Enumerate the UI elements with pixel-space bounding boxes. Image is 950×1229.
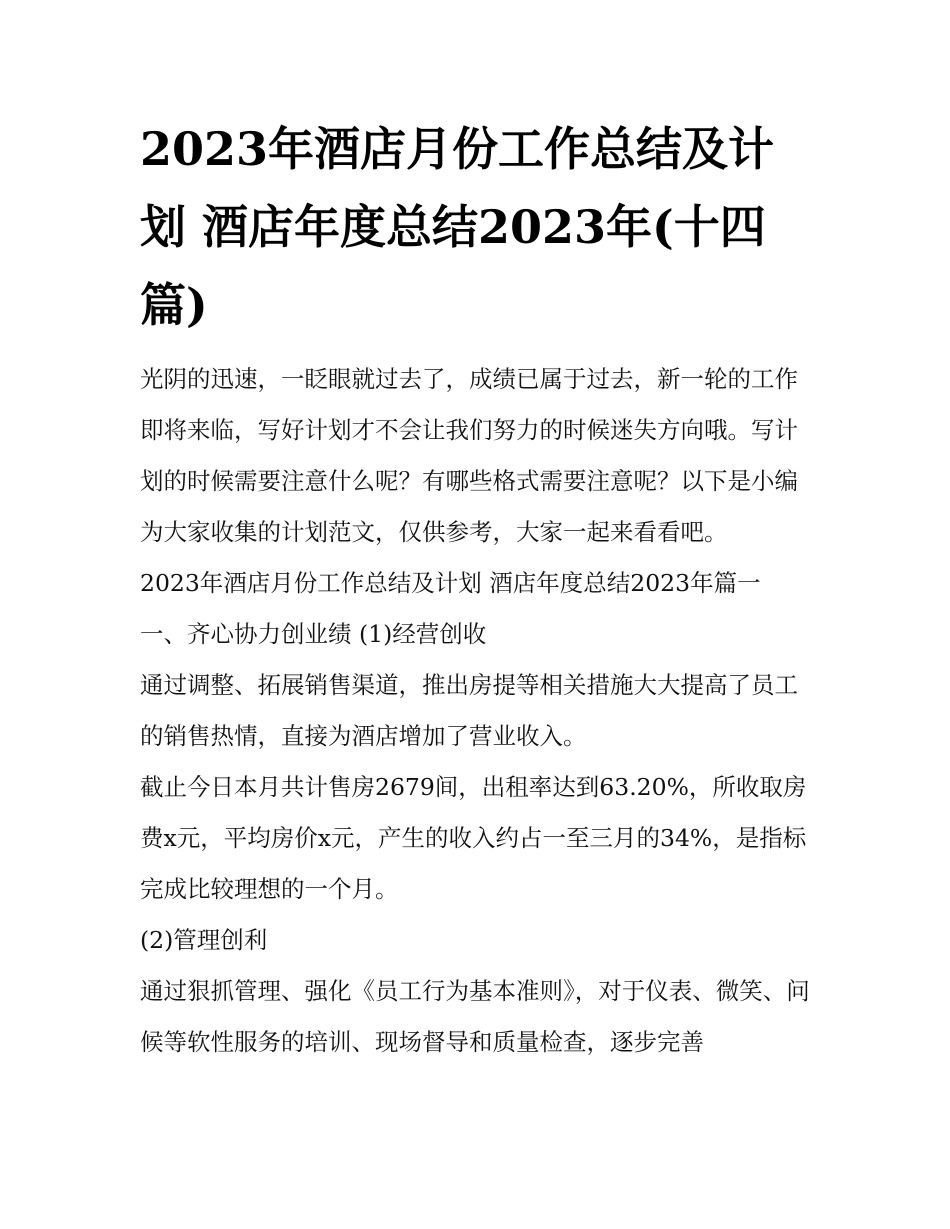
paragraph-management: 通过狠抓管理、强化《员工行为基本准则》，对于仪表、微笑、问候等软性服务的培训、现场督导和质量检查，逐步完善 xyxy=(140,977,810,1056)
document-body xyxy=(140,354,820,1068)
paragraph-subheading-2: (2)管理创利 xyxy=(140,926,268,954)
paragraph-subheading-1: 一、齐心协力创业绩 (1)经营创收 xyxy=(140,620,487,648)
paragraph-stats: 截止今日本月共计售房2679间，出租率达到63.20%，所收取房费x元，平均房价x元，产生的收入约占一至三月的34%，是指标完成比较理想的一个月。 xyxy=(140,773,807,903)
paragraph-intro: 光阴的迅速，一眨眼就过去了，成绩已属于过去，新一轮的工作即将来临，写好计划才不会让我们努力的时候迷失方向哦。写计划的时候需要注意什么呢？有哪些格式需要注意呢？以下是小编为大家收集的计划范文，仅供参考，大家一起来看看吧。 xyxy=(140,365,798,546)
paragraph-section-heading: 2023年酒店月份工作总结及计划 酒店年度总结2023年篇一 xyxy=(140,569,761,597)
paragraph-sales: 通过调整、拓展销售渠道，推出房提等相关措施大大提高了员工的销售热情，直接为酒店增加了营业收入。 xyxy=(140,671,798,750)
document-title: 2023年酒店月份工作总结及计划 酒店年度总结2023年(十四篇) xyxy=(140,122,775,332)
